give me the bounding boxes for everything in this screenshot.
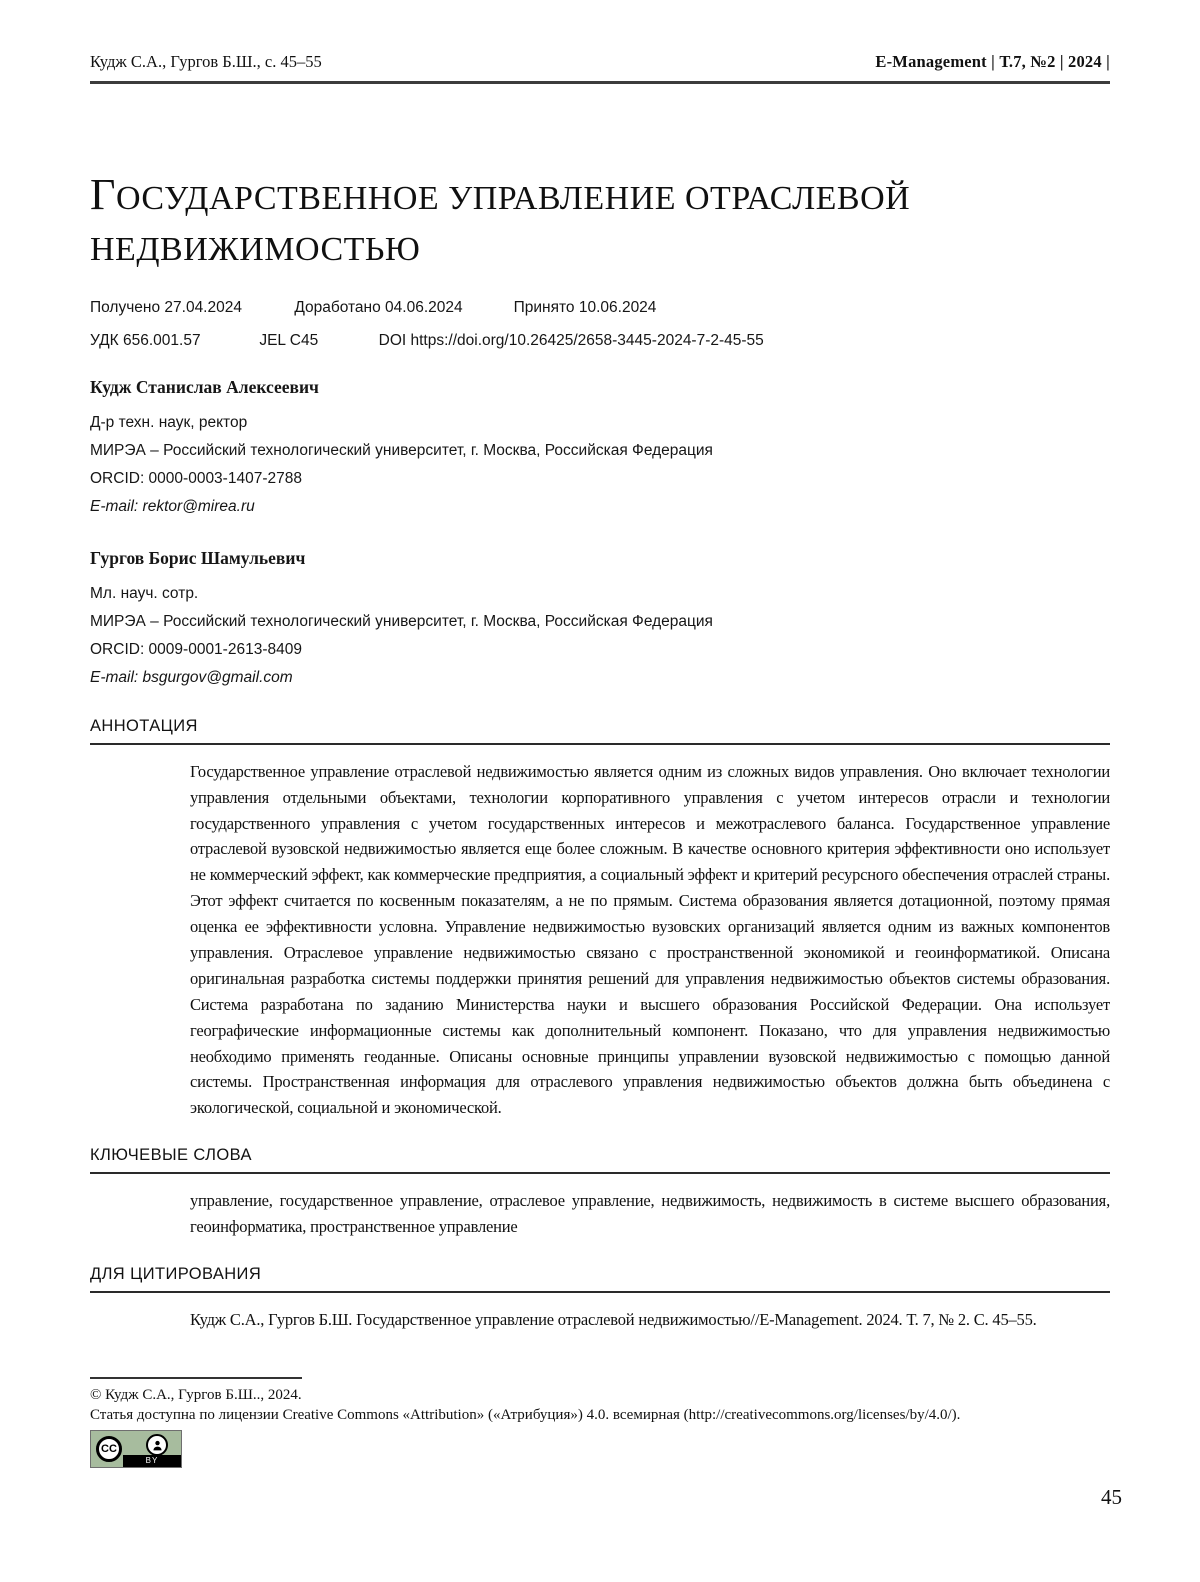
author-affiliation: МИРЭА – Российский технологический университет, г. Москва, Российская Федерация [90,441,713,459]
jel-code: JEL C45 [259,331,319,349]
annotation-rule [90,743,1110,745]
doi-text: DOI https://doi.org/10.26425/2658-3445-2024-7-2-45-55 [378,331,764,349]
udc-code: УДК 656.001.57 [90,331,201,349]
author-position: Д-р техн. наук, ректор [90,413,248,431]
author-orcid: ORCID: 0000-0003-1407-2788 [90,469,302,487]
author-block [90,548,1110,692]
author-name: Гургов Борис Шамульевич [90,547,306,568]
running-head [90,52,1110,72]
author-block [90,377,1110,521]
copyright-line: © Кудж С.А., Гургов Б.Ш.., 2024. [90,1387,302,1403]
author-orcid: ORCID: 0009-0001-2613-8409 [90,640,302,658]
keywords-text: управление, государственное управление, отраслевое управление, недвижимость, недвижимость в системе высшего образования, геоинформатика, пространственное управление [190,1191,1110,1237]
page-number: 45 [1101,1485,1122,1509]
date-revised: Доработано 04.06.2024 [294,298,463,316]
author-email: E-mail: rektor@mirea.ru [90,497,255,515]
author-name: Кудж Станислав Алексеевич [90,376,319,397]
cc-by-label: BY [123,1455,181,1467]
citation-heading: ДЛЯ ЦИТИРОВАНИЯ [90,1264,262,1283]
keywords-heading: КЛЮЧЕВЫЕ СЛОВА [90,1146,252,1165]
author-position: Мл. науч. сотр. [90,584,199,602]
footer-rule [90,1377,302,1379]
date-accepted: Принято 10.06.2024 [513,298,657,316]
page-footer [90,1377,1110,1468]
dates-row [90,299,1110,317]
article-title: ГОСУДАРСТВЕННОЕ УПРАВЛЕНИЕ ОТРАСЛЕВОЙ НЕДВИЖИМОСТЬЮ [90,170,911,269]
author-email: E-mail: bsgurgov@gmail.com [90,668,293,686]
meta-row [90,332,1110,350]
keywords-rule [90,1172,1110,1174]
running-head-authors: Кудж С.А., Гургов Б.Ш., с. 45–55 [90,52,322,71]
annotation-heading: АННОТАЦИЯ [90,716,198,735]
date-received: Получено 27.04.2024 [90,298,242,316]
header-rule [90,81,1110,84]
citation-text: Кудж С.А., Гургов Б.Ш. Государственное управление отраслевой недвижимостью//E-Management. 2024. Т. 7, № 2. С. 45–55. [190,1309,1037,1329]
citation-rule [90,1291,1110,1293]
license-line: Статья доступна по лицензии Creative Commons «Attribution» («Атрибуция») 4.0. всемирная (http://creativecommons.org/licenses/by/4.0/). [90,1407,961,1423]
cc-by-license-badge [90,1430,182,1468]
author-affiliation: МИРЭА – Российский технологический университет, г. Москва, Российская Федерация [90,612,713,630]
cc-icon: CC [96,1436,122,1462]
running-head-journal: E-Management | Т.7, №2 | 2024 | [875,52,1110,71]
abstract-text: Государственное управление отраслевой недвижимостью является одним из сложных видов управления. Оно включает технологии управления отдельными объектами, технологии корпоративного управления с учетом интересов отрасли и технологии государственного управления с учетом государственных интересов и межотраслевого баланса. Государственное управление отраслевой вузовской недвижимостью является еще более сложным. В качестве основного критерия эффективности оно использует не коммерческий эффект, как коммерческие предприятия, а социальный эффект и критерий ресурсного обеспечения отраслей страны. Этот эффект считается по косвенным показателям, а не по прямым. Система образования является дотационной, поэтому прямая оценка ее эффективности условна. Управление недвижимостью вузовских организаций является одним из важных компонентов управления. Отраслевое управление недвижимостью связано с пространственной экономикой и геоинформатикой. Описана оригинальная разработка системы поддержки принятия решений для управления недвижимостью объектов системы образования. Система разработана по заданию Министерства науки и высшего образования Российской Федерации. Она использует географические информационные системы как дополнительный компонент. Показано, что для управления недвижимостью необходимо применять геоданные. Описаны основные принципы управлении вузовской недвижимостью с помощью данной системы. Пространственная информация для отраслевого управления недвижимостью объектов должна быть объединена с экологической, социальной и экономической. [190,761,1110,1118]
